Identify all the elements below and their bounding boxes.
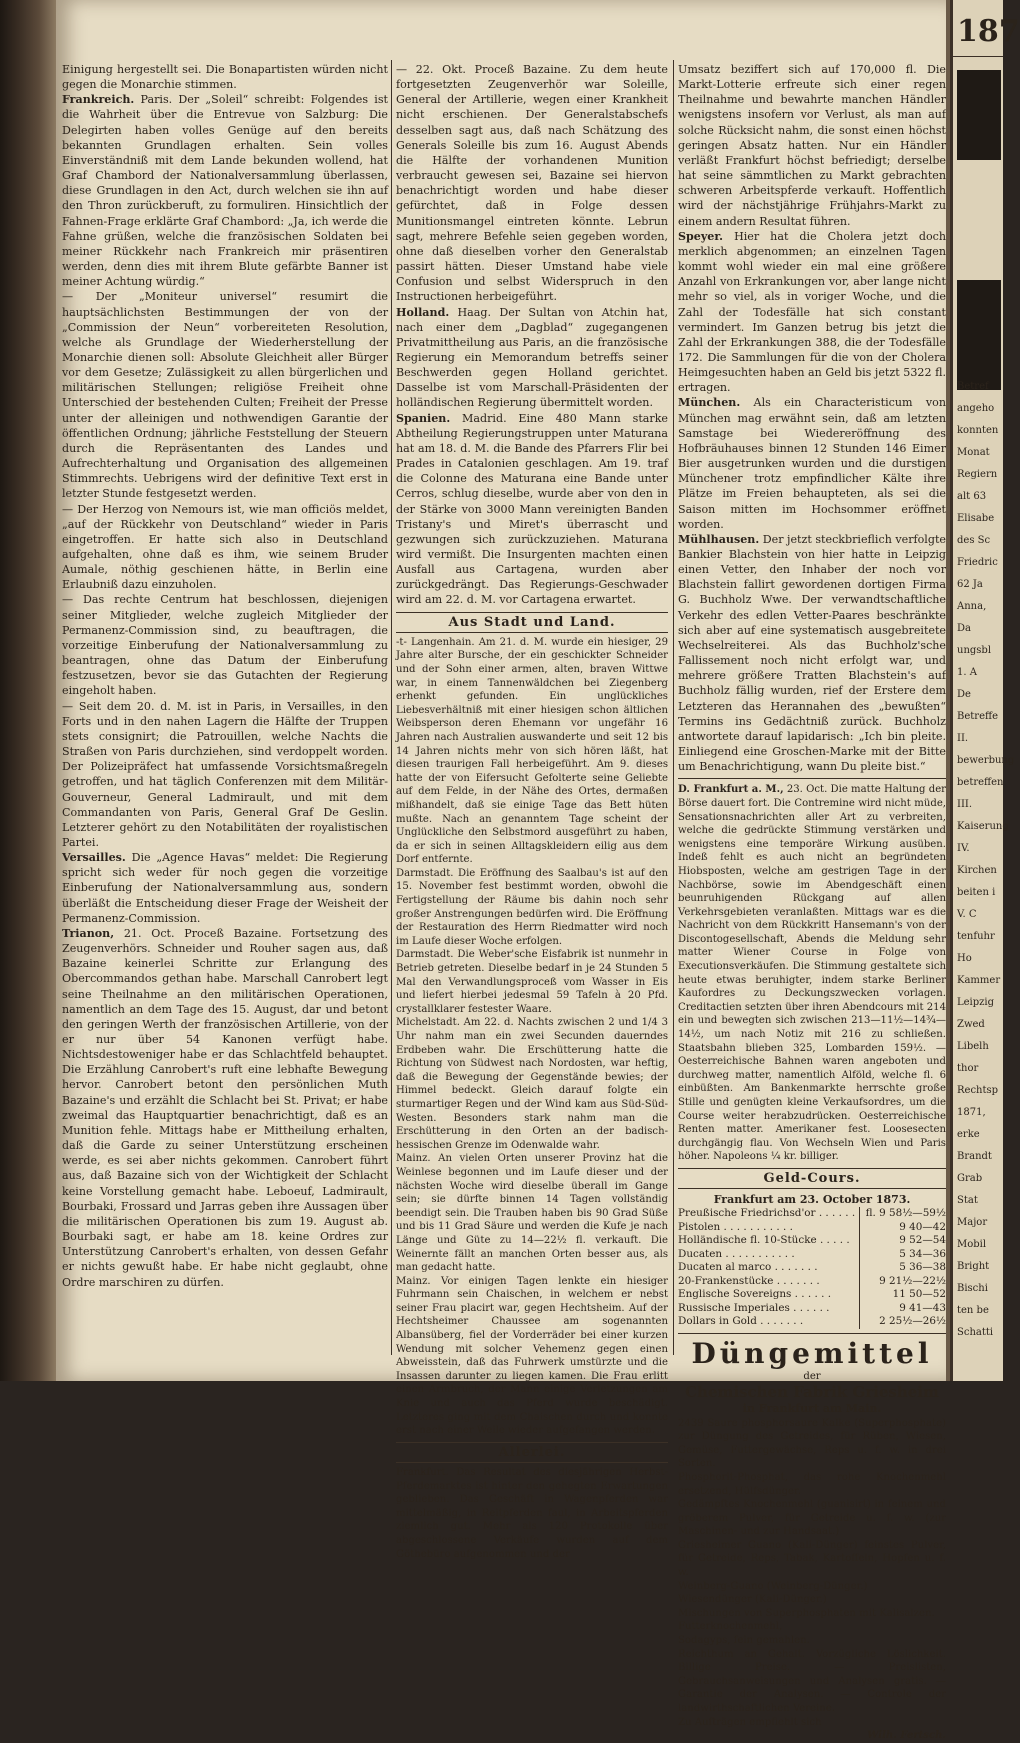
- news-item: Frankfurt. Das Resultat des diesjährigen Herbst-Pferdemarktes ist hinter den gehegten Erwartungen geblieben. Das Geschäft in Wagenpferden war mittelmäßig, in Reitpferden faul, in Arbeitspferden ziemlich gut. Mehr als 120 Protokolle über abgeschlossene Verkäufe wurden auf dem Göthebüro aufgenommen und der: [396, 1466, 668, 1560]
- coin-name: Russische Imperiales . . . . . .: [678, 1301, 830, 1314]
- coin-rate: 11 50—52: [859, 1288, 946, 1302]
- column-rule: [673, 60, 674, 1355]
- adjacent-page-fragment: Schatti: [957, 1327, 994, 1338]
- ad-line: Sodagyps, fein gemahlen.: [678, 1635, 810, 1647]
- adjacent-page-fragment: Betref: [957, 381, 989, 392]
- coin-name: Ducaten . . . . . . . . . . .: [678, 1247, 795, 1260]
- paragraph-text: 23. Oct. Die matte Haltung der Börse dauert fort. Die Contremine wird nicht müde, Sensationsnachrichten aller Art zu verbreiten, welche die gedrückte Stimmung verstärken und wenigstens eine temporäre Wirkung ausüben. Indeß fehlt es auch nicht an begründeten Hiobsposten, welche am gestrigen Tage in der Nachbörse, sowie im Abendgeschäft einen beunruhigenden Rückgang auf allen Verkehrsgebieten veranlaßten. Mittags war es die Nachricht von dem Rückkritt Hansemann's von der Discontogesellschaft, Abends die Meldung sehr matter Wiener Course in Folge von Executionsverkäufen. Die Stimmung gestaltete sich heute etwas beruhigter, indem starke Berliner Kaufordres zu Deckungszwecken vorlagen. Creditactien setzten über ihren Abendcours mit 214 ein und bewegten sich zwischen 213—11½—14¾—14½, um nach Notiz mit 216 zu schließen. Staatsbahn blieben 325, Lombarden 159½. — Oesterreichische Bahnen waren angeboten und durchweg matter, namentlich Alföld, welche fl. 6 einbüßten. Am Bankenmarkte herrschte große Stille und genügten kleine Verkaufsordres, um die Course weiter herabzudrücken. Oesterreichische Renten matter. Amerikaner fest. Loosesecten durchgängig flau. Von Wechseln Wien und Paris höher. Napoleons ¼ kr. billiger.: [678, 784, 947, 1163]
- ad-der: der: [803, 1370, 821, 1382]
- ad-company: Chemischen Fabrik Griesheim: [685, 1383, 939, 1402]
- exchange-rate-row: [678, 1248, 946, 1262]
- adjacent-page-fragment: alt 63: [957, 491, 987, 502]
- paragraph: — Das rechte Centrum hat beschlossen, diejenigen seiner Mitglieder, welche zugleich Mitglieder der Permanenz-Commission sind, zu beauftragen, die vorzeitige Einberufung der Nationalversammlung zu beantragen, ohne das Datum der Einberufung festzusetzen, bevor sie das Gutachten der Regierung eingeholt haben.: [62, 593, 388, 698]
- column-rule: [391, 60, 392, 1355]
- coin-name: Holländische fl. 10-Stücke . . . . .: [678, 1234, 850, 1247]
- paragraph-text: Die „Agence Havas“ meldet: Die Regierung spricht sich weder für noch gegen die vorzeitige Einberufung der Nationalversammlung aus, sondern überläßt die Entscheidung dieser Frage der Weisheit der Permanenz-Commission.: [62, 851, 388, 925]
- section-title: Allerlei.: [396, 1442, 668, 1463]
- adjacent-page-fragment: Da: [957, 623, 971, 634]
- coin-name: Ducaten al marco . . . . . . .: [678, 1261, 818, 1274]
- paragraph: Einigung hergestellt sei. Die Bonapartisten würden nicht gegen die Monarchie stimmen.: [62, 63, 388, 92]
- adjacent-page-fragment: De: [957, 689, 971, 700]
- adjacent-page-fragment: ungsbl: [957, 645, 992, 656]
- paragraph: — Seit dem 20. d. M. ist in Paris, in Versailles, in den Forts und in den nahen Lagern die Hälfte der Truppen stets consignirt; die Patrouillen, welche Nachts die Straßen von Paris durchziehen, sind verdoppelt worden. Der Polizeipräfect hat umfassende Vorsichtsmaßregeln getroffen, und hat täglich Conferenzen mit dem Militär-Gouverneur, General Ladmirault, und mit dem Commandanten von Paris, General Graf De Geslin. Letzterer gehört zu den Notabilitäten der royalistischen Partei.: [62, 699, 388, 849]
- exchange-rate-row: [678, 1302, 946, 1316]
- paragraph-text: Der jetzt steckbrieflich verfolgte Bankier Blachstein von hier hatte in Leipzig einen Vetter, den Inhaber der noch vor Blachstein fallirt gewordenen dortigen Firma G. Buchholz Wwe. Der verwandtschaftliche Verkehr des edlen Vetter-Paares beschränkte sich aber auf eine systematisch ausgebreitete Wechselreiterei. Als das Buchholz'sche Fallissement noch nicht erfolgt war, und mehrere größere Tratten Blachstein's auf Buchholz fällig wurden, rief der Erstere dem Letzteren das Herannahen des „bewußten“ Termins ins Gedächtniß zurück. Buchholz antwortete darauf lapidarisch: „Ich bin pleite. Einliegend eine Groschen-Marke mit der Bitte um Benachrichtigung, wann Du pleite bist.“: [678, 532, 946, 774]
- masthead-letter: [957, 70, 1001, 160]
- adjacent-page-fragment: des Sc: [957, 535, 991, 546]
- dateline: Versailles.: [62, 851, 126, 865]
- geld-cours-title: Geld-Cours.: [678, 1168, 946, 1189]
- paragraph: — Der „Moniteur universel“ resumirt die hauptsächlichsten Bestimmungen der von der „Commission der Neun“ vorbereiteten Resolution, welche als Grundlage der Wiederherstellung der Monarchie dienen soll: Absolute Gleichheit aller Bürger vor dem Gesetze; Zulässigkeit zu allen bürgerlichen und militärischen Stellungen; religiöse Freiheit ohne Unterschied der bestehenden Culten; Freiheit der Presse unter der alleinigen und nothwendigen Garantie der öffentlichen Ordnung; jährliche Feststellung der Steuern durch die Repräsentanten des Landes und Aufrechterhaltung und Organisation des allgemeinen Stimmrechts. Uebrigens wird der definitive Text erst in letzter Stunde festgesetzt werden.: [62, 290, 388, 501]
- paragraph: [678, 229, 946, 396]
- exchange-rate-row: [678, 1288, 946, 1302]
- ad-line: Zu Aufträgen empfiehlt sich: [678, 1716, 822, 1728]
- dateline: Mühlhausen.: [678, 532, 760, 546]
- coin-name: Preußische Friedrichsd'or . . . . . .: [678, 1207, 856, 1220]
- paragraph: [678, 532, 946, 775]
- divider: [678, 1333, 946, 1334]
- coin-name: Pistolen . . . . . . . . . . .: [678, 1220, 793, 1233]
- exchange-rate-table: [678, 1207, 946, 1329]
- adjacent-page-fragment: Friedric: [957, 557, 998, 568]
- adjacent-page-fragment: bewerbung: [957, 755, 1015, 766]
- adjacent-page-fragment: Libelh: [957, 1041, 989, 1052]
- adjacent-page-fragment: Grab: [957, 1173, 983, 1184]
- paragraph: [678, 783, 946, 1164]
- adjacent-page-fragment: Anna,: [957, 601, 987, 612]
- section-title: Aus Stadt und Land.: [396, 612, 668, 633]
- paragraph: [678, 395, 946, 531]
- ad-line: Gedämpftes Knochenmehl (guanisirt) in feinem und gröberem Pulver, für Getreide u. f. w. (zur Maschinen- und zur Handsaat.): [678, 1499, 946, 1538]
- news-item: -t- Langenhain. Am 21. d. M. wurde ein hiesiger, 29 Jahre alter Bursche, der ein geschickter Schneider und der Sohn einer armen, alten, braven Wittwe war, in einem Tannenwäldchen bei Ziegenberg erhenkt gefunden. Ein unglückliches Liebesverhältniß mit einer hiesigen schon ältlichen Weibsperson deren Ehemann vor ungefähr 16 Jahren nach Australien auswanderte und seit 12 bis 14 Jahren nichts mehr von sich hören läßt, hat diesen traurigen Fall herbeigeführt. Am 9. dieses hatte der von Eifersucht Gefolterte seine Geliebte auf dem Felde, in der Nähe des Ortes, dermaßen mißhandelt, daß sie einige Tage das Bett hüten mußte. Nach an genanntem Tage scheint der Unglückliche den Selbstmord ausgeführt zu haben, da er sich in seinen Alltagskleidern eilig aus dem Dorf entfernte.: [396, 636, 668, 866]
- ad-line: Griesheimer Guano (Kali-Dünger) feinstes Pulver, für Getreide, Reps, Tabak, Kartoffeln, Hopfen u. f. w.: [678, 1539, 946, 1579]
- ad-line: Phosphorit-Phosphat, das rohe Knochenmehl ersetzend, Hülfsdünger.: [678, 1471, 946, 1497]
- coin-rate: 9 40—42: [859, 1221, 946, 1235]
- dateline: Trianon,: [62, 926, 115, 940]
- adjacent-page-fragment: betreffen: [957, 777, 1004, 788]
- adjacent-page-fragment: 62 Ja: [957, 579, 983, 590]
- paragraph: — 22. Okt. Proceß Bazaine. Zu dem heute fortgesetzten Zeugenverhör war Soleille, General der Artillerie, wegen einer Krankheit nicht erschienen. Der Generalstabschefs desselben sagt aus, daß nach Schätzung des Generals Soleille bis zum 16. August Abends die Hälfte der vorhandenen Munition verbraucht gewesen sei, Bazaine sei hiervon benachrichtigt worden und habe dieser gefürchtet, daß in Folge dessen Munitionsmangel eintreten könnte. Lebrun sagt, mehrere Befehle seien gegeben worden, ohne daß dieselben vorher den Generalstab passirt hätten. Dieser Umstand habe viele Confusion und selbst Widerspruch in den Instructionen herbeigeführt.: [396, 63, 668, 304]
- adjacent-page-fragment: Kaiserung: [957, 821, 1009, 832]
- adjacent-page-fragment: Elisabe: [957, 513, 995, 524]
- adjacent-page-fragment: Kammer: [957, 975, 1001, 986]
- ad-title: Düngemittel: [691, 1336, 933, 1370]
- paragraph-text: Als ein Characteristicum von München mag erwähnt sein, daß am letzten Samstage bei Wiedereröffnung des Hofbräuhauses binnen 12 Stunden 146 Eimer Bier ausgetrunken wurden und die durstigen Münchener trotz empfindlicher Kälte ihre Plätze im Freien behaupteten, als sei die Saison mitten im Hochsommer eröffnet worden.: [678, 396, 946, 531]
- news-item: Darmstadt. Die Eröffnung des Saalbau's ist auf den 15. November fest bestimmt worden, obwohl die Fertigstellung der Räume bis dahin noch sehr großer Anstrengungen bedürfen wird. Die Eröffnung der Restauration des Herrn Riedmatter wird noch im Laufe dieser Woche erfolgen.: [396, 867, 668, 947]
- paragraph-text: 21. Oct. Proceß Bazaine. Fortsetzung des Zeugenverhörs. Schneider und Rouher sagen aus, daß Bazaine keinerlei Schritte zur Erlangung des Obercommandos gethan habe. Marschall Canrobert legt seine Theilnahme an den militärischen Operationen, namentlich an dem Tage des 15. August, dar und betont den geringen Werth der französischen Artillerie, von der er nur über 54 Kanonen verfügt habe. Nichtsdestoweniger habe er das Schlachtfeld behauptet. Die Erzählung Canrobert's ruft eine lebhafte Bewegung hervor. Canrobert betont den persönlichen Muth Bazaine's und erzählt die Schlacht bei St. Privat; er habe zweimal das Hauptquartier benachrichtigt, daß es an Munition fehle. Mittags habe er Mittheilung erhalten, daß die Garde zu seiner Unterstützung erscheinen werde, es sei aber nichts gekommen. Canrobert führt aus, daß Bazaine sich von der Wichtigkeit der Schlacht keine Vorstellung gemacht habe. Leboeuf, Ladmirault, Bourbaki, Frossard und Jarras geben ihre Aussagen über die militärischen Operationen bis zum 19. August ab. Bourbaki sagt, er habe am 18. keine Ordres zur Unterstützung Canrobert's erhalten, von dessen Gefahr er nichts gewußt habe. Er habe nicht geglaubt, ohne Ordre marschiren zu dürfen.: [62, 926, 388, 1289]
- section-heading: Holland.: [396, 305, 450, 319]
- adjacent-page-fragment: III.: [957, 799, 973, 810]
- column-2: [396, 62, 668, 1560]
- masthead-letter: [957, 280, 1001, 390]
- paragraph: Umsatz beziffert sich auf 170,000 fl. Die Markt-Lotterie erfreute sich einer regen Theilnahme und bewahrte manchen Händler wenigstens insofern vor Verlust, als man auf solche Rücksicht nahm, die sonst einen höchst geringen Absatz hatten. Nur ein Händler verläßt Frankfurt höchst befriedigt; derselbe hat seine sämmtlichen zu Markt gebrachten schweren Arbeitspferde verkauft. Hoffentlich wird der nächstjährige Frühjahrs-Markt zu einem andern Resultat führen.: [678, 63, 946, 228]
- news-item: Darmstadt. Die Weber'sche Eisfabrik ist nunmehr in Betrieb getreten. Dieselbe bedarf in je 24 Stunden 5 Mal den Verwandlungsproceß vom Wasser in Eis und liefert hierbei jedesmal 59 Tafeln à 20 Pfd. crystallklarer festester Waare.: [396, 949, 668, 1015]
- exchange-rate-row: [678, 1261, 946, 1275]
- adjacent-page-fragment: Regiern: [957, 469, 998, 480]
- ad-location: in Frankfurt am Main.: [742, 1402, 882, 1416]
- ad-line: Wiesendünger (Kali-Dünger.): [678, 1594, 827, 1606]
- geld-cours-date: Frankfurt am 23. October 1873.: [713, 1193, 911, 1207]
- coin-rate: 9 21½—22½: [859, 1275, 946, 1289]
- section-heading: Frankreich.: [62, 93, 135, 107]
- adjacent-page-fragment: Ho: [957, 953, 972, 964]
- adjacent-page-fragment: thor: [957, 1063, 979, 1074]
- paragraph-text: Hier hat die Cholera jetzt doch merklich abgenommen; an einzelnen Tagen kommt wohl wieder ein mal eine größere Anzahl von Erkrankungen vor, aber lange nicht mehr so viel, als in voriger Woche, und die Zahl der Todesfälle hat sich constant vermindert. Im Ganzen betrug bis jetzt die Zahl der Erkrankungen 388, die der Todesfälle 172. Die Sammlungen für die von der Cholera Heimgesuchten haben an Geld bis jetzt 5322 fl. ertragen.: [678, 229, 946, 395]
- adjacent-page-fragment: IV.: [957, 843, 970, 854]
- dateline: München.: [678, 396, 741, 410]
- divider: [953, 56, 1003, 57]
- paragraph: [396, 411, 668, 608]
- paragraph: [62, 850, 388, 926]
- paragraph-text: Haag. Der Sultan von Atchin hat, nach einer dem „Dagblad“ zugegangenen Privatmittheilung aus Paris, an die französische Regierung ein Memorandum betreffs seiner Beschwerden gegen Holland gerichtet. Dasselbe ist vom Marschall-Präsidenten der holländischen Regierung übermittelt worden.: [396, 305, 668, 410]
- adjacent-page-fragment: Major: [957, 1217, 988, 1228]
- paragraph-text: Paris. Der „Soleil“ schreibt: Folgendes ist die Wahrheit über die Entrevue von Salzburg: Die Delegirten haben volles Genüge auf den bereits bekannten Grundlagen erhalten. Sein volles Einverständniß mit dem Lande bekunden wollend, hat Graf Chambord der Nationalversammlung überlassen, diese Grundlagen in den Act, durch welchen sie ihn auf den Thron zurückberuft, zu formuliren. Hinsichtlich der Fahnen-Frage erklärte Graf Chambord: „Ja, ich werde die Fahne grüßen, welche die französischen Soldaten bei meiner Rückkehr nach Frankreich mir präsentiren werden, denn dies mit ihrem Blute gefärbte Banner ist meiner Achtung würdig.“: [62, 93, 388, 289]
- coin-name: Dollars in Gold . . . . . . .: [678, 1315, 804, 1328]
- paragraph: [62, 92, 388, 289]
- adjacent-page-fragment: Leipzig: [957, 997, 995, 1008]
- adjacent-page-fragment: Bischi: [957, 1283, 988, 1294]
- dateline: D. Frankfurt a. M.,: [678, 784, 784, 796]
- paragraph-text: Madrid. Eine 480 Mann starke Abtheilung Regierungstruppen unter Maturana hat am 18. d. M. die Bande des Pfarrers Flir bei Prades in Catalonien geschlagen. Am 19. traf die Colonne des Maturana eine Bande unter Cerros, schlug dieselbe, wurde aber von den in der Stärke von 3000 Mann vereinigten Banden Tristany's und Miret's überrascht und gezwungen sich zurückzuziehen. Maturana wird vermißt. Die Insurgenten machten einen Ausfall aus Cartagena, wurden aber zurückgedrängt. Das Regierungs-Geschwader wird am 22. d. M. vor Cartagena erwartet.: [396, 411, 668, 607]
- ad-line: Mischungen von Superphosphaten mit Kalisalzen.: [678, 1607, 935, 1619]
- divider: [678, 778, 946, 779]
- adjacent-page-fragment: II.: [957, 733, 969, 744]
- dateline: Speyer.: [678, 229, 724, 243]
- adjacent-page-fragment: tenfuhr: [957, 931, 995, 942]
- exchange-rate-row: [678, 1234, 946, 1248]
- exchange-rate-row: [678, 1275, 946, 1289]
- adjacent-page-fragment: Mobil: [957, 1239, 987, 1250]
- coin-rate: 5 34—36: [859, 1248, 946, 1262]
- adjacent-page-fragment: 1871,: [957, 1107, 986, 1118]
- adjacent-page-fragment: Monat: [957, 447, 990, 458]
- column-3: [678, 62, 947, 1742]
- exchange-rate-row: [678, 1221, 946, 1235]
- adjacent-page-fragment: konnten: [957, 425, 999, 436]
- adjacent-page-fragment: Kirchen: [957, 865, 997, 876]
- adjacent-page-fragment: Rechtsp: [957, 1085, 999, 1096]
- news-item: Mainz. Vor einigen Tagen lenkte ein hiesiger Fuhrmann sein Chaischen, in welchem er nebst seiner Frau placirt war, gegen Hechtsheim. Auf der Hechtsheimer Chaussee am sogenannten Albansüberg, fiel der Vorderräder bei einer kurzen Wendung mit solcher Vehemenz gegen einen Abweisstein, daß das Fuhrwerk umstürzte und die Insassen darunter zu liegen kamen. Die Frau erlitt einen Armbruch, der Mann einige Verletzungen am Knie und auch das Pferd wurde beschädigt. Letzteres ging mit dem Chaischen durch und konnte erst nach einer Weile wieder aufgefangen werden.: [396, 1275, 668, 1437]
- adjacent-page-edge: [950, 0, 1020, 1381]
- news-item: Michelstadt. Am 22. d. Nachts zwischen 2 und 1/4 3 Uhr nahm man ein zwei Secunden dauerndes Erdbeben wahr. Die Erschütterung hatte die Richtung von Südwest nach Nordosten, war heftig, daß die Bewegung der Gegenstände bewies; der Himmel bedeckt. Gleich darauf folgte ein sturmartiger Regen und der Wind kam aus Süd-Süd-Westen. Besonders stark nahm man die Erschütterung in den Orten an der badisch-hessischen Grenze im Odenwalde wahr.: [396, 1017, 668, 1151]
- coin-rate: 9 41—43: [859, 1302, 946, 1316]
- paragraph: — Der Herzog von Nemours ist, wie man officiös meldet, „auf der Rückkehr von Deutschland“ wieder in Paris eingetroffen. Er hatte sich also in Deutschland aufgehalten, ohne daß es ihm, wie seinem Bruder Aumale, nöthig geschienen hätte, in Berlin eine Erlaubniß dazu einzuholen.: [62, 502, 388, 592]
- adjacent-page-fragment: Brandt: [957, 1151, 992, 1162]
- masthead-year: 187: [957, 14, 1020, 49]
- adjacent-page-fragment: angeho: [957, 403, 995, 414]
- adjacent-page-fragment: Bright: [957, 1261, 990, 1272]
- coin-name: 20-Frankenstücke . . . . . . .: [678, 1274, 820, 1287]
- ad-signature: Wilh. Fertsch.: [867, 1730, 946, 1742]
- book-spine: [0, 0, 56, 1381]
- adjacent-page-fragment: Stat: [957, 1195, 978, 1206]
- adjacent-page-fragment: ten be: [957, 1305, 989, 1316]
- ad-line: Weinberg-Guano (Weinberg-Dünger.): [678, 1580, 868, 1592]
- adjacent-page-fragment: erke: [957, 1129, 980, 1140]
- coin-name: Englische Sovereigns . . . . . .: [678, 1288, 832, 1301]
- coin-rate: fl. 9 58½—59½: [859, 1207, 946, 1221]
- adjacent-page-fragment: beiten i: [957, 887, 996, 898]
- coin-rate: 9 52—54: [859, 1234, 946, 1248]
- ad-line: Futterknochenmehl,: [678, 1621, 783, 1633]
- column-1: [62, 62, 388, 1362]
- adjacent-page-fragment: V. C: [957, 909, 977, 920]
- paragraph: [396, 305, 668, 411]
- adjacent-page-fragment: 1. A: [957, 667, 977, 678]
- coin-rate: 5 36—38: [859, 1261, 946, 1275]
- adjacent-page-fragment: Zwed: [957, 1019, 985, 1030]
- ad-line: 2439 Saure phosphorsaure Kalke (Superphosphate) zur Düngung des Getreides, für Rüben, Wiesen, Gemüse, Futtergewächse, Reps u. f. w. in drei Sorten.: [678, 1417, 946, 1470]
- ad-line: Reichthum an Gehalt. Vorzügliche Löslichkeit. Billige Preise. — Preislisten, Gebrauchsanweisungen und Analysen gratis. — Garantie der Analysen. — Controle der landwirthschaftlichen Vereine.: [678, 1648, 946, 1714]
- coin-rate: 2 25½—26½: [859, 1315, 946, 1329]
- news-item: Mainz. An vielen Orten unserer Provinz hat die Weinlese begonnen und im Laufe dieser und der nächsten Woche wird dieselbe überall im Gange sein; sie dürfte binnen 14 Tagen vollständig beendigt sein. Die Trauben haben bis 90 Grad Süße und bis 11 Grad Säure und werden die Kufe je nach Länge und Güte zu 14—22½ fl. verkauft. Die Weinernte fällt an manchen Orten besser aus, als man gedacht hatte.: [396, 1153, 668, 1274]
- exchange-rate-row: [678, 1207, 946, 1221]
- section-heading: Spanien.: [396, 411, 451, 425]
- paragraph: [62, 926, 388, 1290]
- adjacent-page-fragment: Betreffe: [957, 711, 999, 722]
- exchange-rate-row: [678, 1315, 946, 1329]
